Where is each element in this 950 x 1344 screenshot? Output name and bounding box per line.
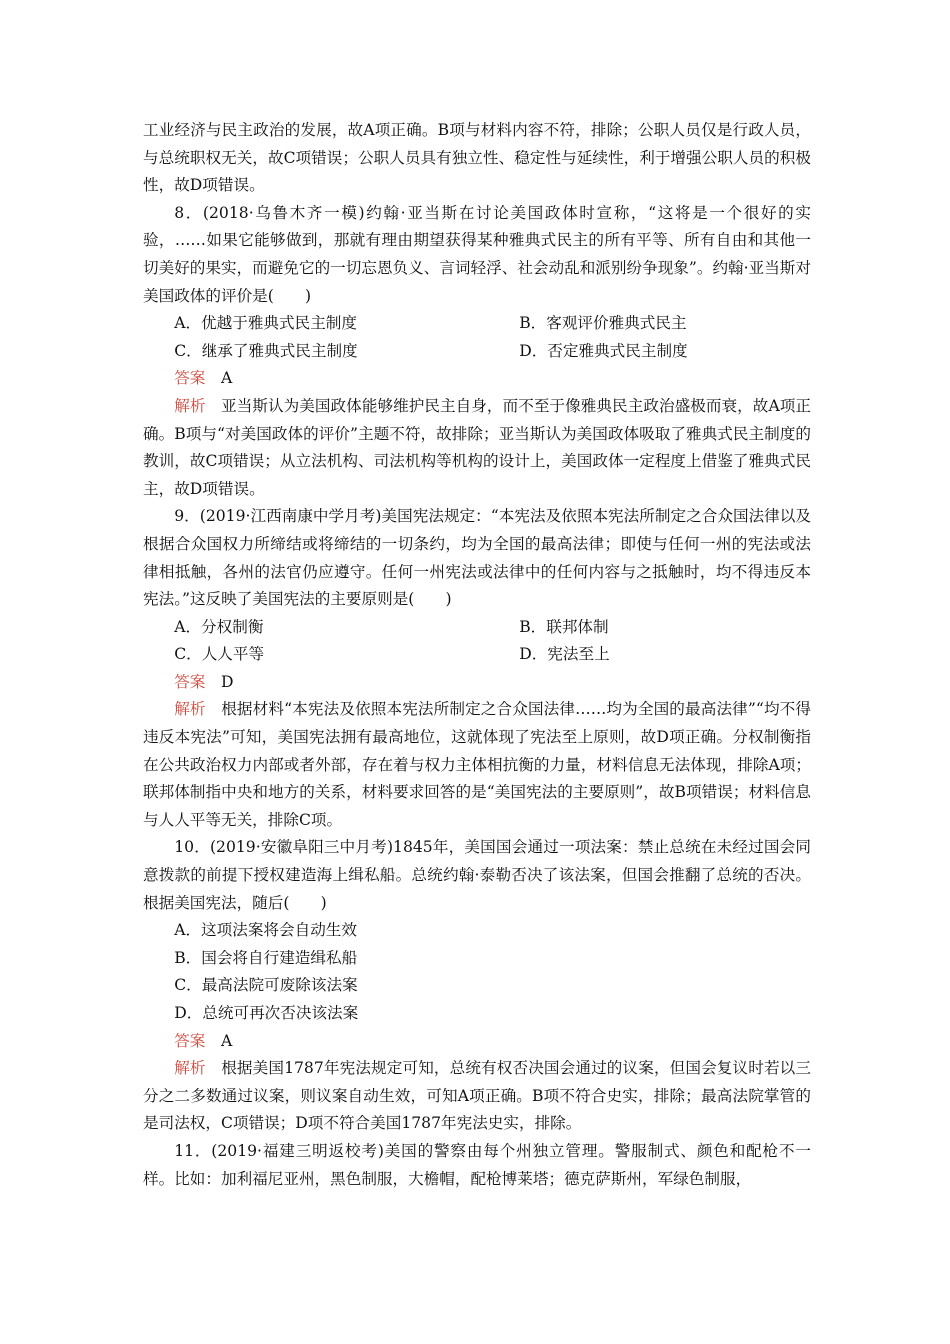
option-b: B．联邦体制 [519, 617, 609, 636]
option-a: A．这项法案将会自动生效 [174, 921, 357, 940]
option-c: C．继承了雅典式民主制度 [174, 341, 358, 360]
answer-value: A [220, 369, 233, 388]
option-row [143, 310, 811, 338]
analysis-text: 亚当斯认为美国政体能够维护民主自身，而不至于像雅典民主政治盛极而衰，故A项正确。B项与“对美国政体的评价”主题不符，故排除；亚当斯认为美国政体吸取了雅典式民主制度的教训，故C项错误；从立法机构、司法机构等机构的设计上，美国政体一定程度上借鉴了雅典式民主，故D项错误。 [143, 396, 811, 498]
option-row [143, 641, 811, 669]
question-stem: 11．(2019·福建三明返校考)美国的警察由每个州独立管理。警服制式、颜色和配枪不一样。比如：加利福尼亚州，黑色制服，大檐帽，配枪博莱塔；德克萨斯州，军绿色制服， [143, 1141, 811, 1188]
option-b: B．客观评价雅典式民主 [519, 314, 687, 333]
analysis-text: 根据美国1787年宪法规定可知，总统有权否决国会通过的议案，但国会复议时若以三分之二多数通过议案，则议案自动生效，可知A项正确。B项不符合史实，排除；最高法院掌管的是司法权，C项错误；D项不符合美国1787年宪法史实，排除。 [143, 1059, 811, 1133]
document-page [143, 117, 811, 1193]
question-9 [143, 503, 811, 834]
answer-label: 答案 [174, 369, 206, 388]
intro-paragraph: 工业经济与民主政治的发展，故A项正确。B项与材料内容不符，排除；公职人员仅是行政人员，与总统职权无关，故C项错误；公职人员具有独立性、稳定性与延续性，利于增强公职人员的积极性，故D项错误。 [143, 121, 811, 195]
option-b: B．国会将自行建造缉私船 [174, 948, 358, 967]
analysis-paragraph [143, 696, 811, 834]
question-stem: 9．(2019·江西南康中学月考)美国宪法规定：“本宪法及依照本宪法所制定之合众国法律以及根据合众国权力所缔结或将缔结的一切条约，均为全国的最高法律；即使与任何一州的宪法或法律相抵触，各州的法官仍应遵守。任何一州宪法或法律中的任何内容与之抵触时，均不得违反本宪法。”这反映了美国宪法的主要原则是( ) [143, 507, 811, 609]
question-stem: 10．(2019·安徽阜阳三中月考)1845年，美国国会通过一项法案：禁止总统在未经过国会同意拨款的前提下授权建造海上缉私船。总统约翰·泰勒否决了该法案，但国会推翻了总统的否决。根据美国宪法，随后( ) [143, 838, 811, 912]
question-10 [143, 834, 811, 1138]
answer-line [143, 1028, 811, 1056]
option-d: D．否定雅典式民主制度 [519, 341, 688, 360]
answer-label: 答案 [174, 1031, 206, 1050]
option-d: D．宪法至上 [519, 645, 610, 664]
analysis-label: 解析 [174, 1059, 206, 1078]
answer-value: D [220, 672, 234, 691]
question-11 [143, 1138, 811, 1193]
answer-line [143, 669, 811, 697]
analysis-paragraph [143, 1055, 811, 1138]
option-c: C．人人平等 [174, 645, 265, 664]
analysis-paragraph [143, 393, 811, 503]
option-row [143, 338, 811, 366]
analysis-text: 根据材料“本宪法及依照本宪法所制定之合众国法律……均为全国的最高法律”“均不得违反本宪法”可知，美国宪法拥有最高地位，这就体现了宪法至上原则，故D项正确。分权制衡指在公共政治权力内部或者外部，存在着与权力主体相抗衡的力量，材料信息无法体现，排除A项；联邦体制指中央和地方的关系，材料要求回答的是“美国宪法的主要原则”，故B项错误；材料信息与人人平等无关，排除C项。 [143, 700, 811, 829]
option-a: A．优越于雅典式民主制度 [174, 314, 357, 333]
analysis-label: 解析 [174, 396, 206, 415]
analysis-label: 解析 [174, 700, 206, 719]
answer-label: 答案 [174, 672, 206, 691]
option-a: A．分权制衡 [174, 617, 264, 636]
question-8 [143, 200, 811, 504]
option-d: D．总统可再次否决该法案 [174, 1004, 359, 1022]
answer-line [143, 365, 811, 393]
option-row [143, 614, 811, 642]
question-stem: 8．(2018·乌鲁木齐一模)约翰·亚当斯在讨论美国政体时宣称，“这将是一个很好的实验，……如果它能够做到，那就有理由期望获得某种雅典式民主的所有平等、所有自由和其他一切美好的果实，而避免它的一切忘恩负义、言词轻浮、社会动乱和派别纷争现象”。约翰·亚当斯对美国政体的评价是( ) [143, 203, 811, 305]
option-c: C．最高法院可废除该法案 [174, 976, 358, 995]
answer-value: A [220, 1031, 233, 1050]
